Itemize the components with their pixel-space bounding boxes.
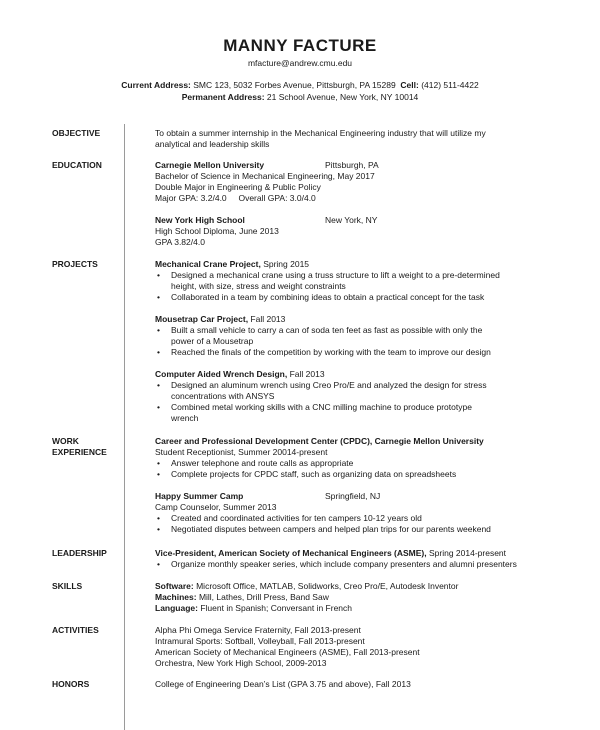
school-name: Carnegie Mellon University (155, 160, 265, 170)
degree-line: Bachelor of Science in Mechanical Engineering, May 2017 (155, 171, 375, 181)
skill-line (155, 592, 329, 603)
job-role: Student Receptionist, Summer 20014-present (155, 447, 328, 457)
project-heading (155, 259, 309, 270)
school-name: New York High School (155, 215, 245, 225)
project-heading (155, 314, 285, 325)
section-divider-line (124, 124, 125, 730)
bullet-text: Negotiated disputes between campers and helped plan trips for our parents weekend (171, 524, 491, 534)
section-projects: PROJECTS (52, 259, 98, 269)
bullet-text: Collaborated in a team by combining ideas to obtain a practical concept for the task (171, 292, 485, 302)
bullet-text: height, with size, stress and weight constraints (171, 281, 346, 291)
activity-line: Intramural Sports: Softball, Volleyball, Fall 2013-present (155, 636, 365, 646)
bullet-icon: • (157, 458, 160, 468)
bullet-text: Designed an aluminum wrench using Creo Pro/E and analyzed the design for stress (171, 380, 487, 390)
section-education: EDUCATION (52, 160, 102, 170)
resume-name: MANNY FACTURE (223, 36, 377, 55)
section-leadership: LEADERSHIP (52, 548, 107, 558)
current-address-value: SMC 123, 5032 Forbes Avenue, Pittsburgh, PA 15289 (193, 80, 396, 90)
skill-label: Software: (155, 581, 194, 591)
bullet-text: Answer telephone and route calls as appropriate (171, 458, 354, 468)
skill-line (155, 603, 352, 614)
activity-line: Orchestra, New York High School, 2009-2013 (155, 658, 327, 668)
permanent-address-line (0, 92, 600, 102)
gpa-line: GPA 3.82/4.0 (155, 237, 205, 247)
bullet-text: concentrations with ANSYS (171, 391, 275, 401)
bullet-icon: • (157, 469, 160, 479)
bullet-icon: • (157, 347, 160, 357)
section-honors: HONORS (52, 679, 90, 689)
bullet-icon: • (157, 270, 160, 280)
skill-label: Language: (155, 603, 198, 613)
bullet-text: Reached the finals of the competition by working with the team to improve our design (171, 347, 491, 357)
bullet-icon: • (157, 380, 160, 390)
bullet-text: Created and coordinated activities for ten campers 10-12 years old (171, 513, 422, 523)
employer-location: Springfield, NJ (325, 491, 381, 501)
bullet-icon: • (157, 559, 160, 569)
project-date: Spring 2015 (260, 259, 310, 269)
bullet-icon: • (157, 292, 160, 302)
project-date: Fall 2013 (287, 369, 325, 379)
current-address-label: Current Address: (121, 80, 191, 90)
project-date: Fall 2013 (248, 314, 286, 324)
section-work: WORK (52, 436, 79, 446)
bullet-text: wrench (171, 413, 199, 423)
bullet-text: Designed a mechanical crane using a truss structure to lift a weight to a pre-determined (171, 270, 500, 280)
bullet-text: Complete projects for CPDC staff, such as organizing data on spreadsheets (171, 469, 457, 479)
project-heading (155, 369, 325, 380)
section-skills: SKILLS (52, 581, 83, 591)
skill-value: Mill, Lathes, Drill Press, Band Saw (196, 592, 329, 602)
permanent-address-value: 21 School Avenue, New York, NY 10014 (266, 92, 419, 102)
objective-line: To obtain a summer internship in the Mechanical Engineering industry that will utilize my (155, 128, 486, 138)
leadership-title: Vice-President, American Society of Mechanical Engineers (ASME), (155, 548, 427, 558)
school-location: New York, NY (325, 215, 378, 225)
permanent-address-label: Permanent Address: (181, 92, 265, 102)
section-activities: ACTIVITIES (52, 625, 99, 635)
school-location: Pittsburgh, PA (325, 160, 379, 170)
skill-value: Microsoft Office, MATLAB, Solidworks, Creo Pro/E, Autodesk Inventor (193, 581, 459, 591)
job-role: Camp Counselor, Summer 2013 (155, 502, 277, 512)
current-address-line (0, 80, 600, 90)
email (0, 58, 600, 68)
cell-label: Cell: (400, 80, 419, 90)
bullet-text: power of a Mousetrap (171, 336, 254, 346)
employer-name: Career and Professional Development Center (CPDC), Carnegie Mellon University (155, 436, 484, 446)
bullet-text: Organize monthly speaker series, which include company presenters and alumni presenters (171, 559, 517, 569)
project-title: Mechanical Crane Project, (155, 259, 261, 269)
skill-label: Machines: (155, 592, 197, 602)
cell-value: (412) 511-4422 (421, 80, 479, 90)
honor-line: College of Engineering Dean’s List (GPA 3.75 and above), Fall 2013 (155, 679, 411, 689)
employer-name: Happy Summer Camp (155, 491, 244, 501)
section-objective: OBJECTIVE (52, 128, 101, 138)
skill-line (155, 581, 458, 592)
bullet-icon: • (157, 325, 160, 335)
objective-line: analytical and leadership skills (155, 139, 270, 149)
bullet-icon: • (157, 513, 160, 523)
activity-line: American Society of Mechanical Engineers (ASME), Fall 2013-present (155, 647, 420, 657)
leadership-heading (155, 548, 506, 559)
degree-line: High School Diploma, June 2013 (155, 226, 279, 236)
bullet-icon: • (157, 402, 160, 412)
section-experience: EXPERIENCE (52, 447, 107, 457)
project-title: Computer Aided Wrench Design, (155, 369, 288, 379)
major-line: Double Major in Engineering & Public Policy (155, 182, 321, 192)
gpa-line: Major GPA: 3.2/4.0 Overall GPA: 3.0/4.0 (155, 193, 316, 203)
bullet-text: Combined metal working skills with a CNC milling machine to produce prototype (171, 402, 472, 412)
bullet-text: Built a small vehicle to carry a can of soda ten feet as fast as possible with only the (171, 325, 483, 335)
email-text[interactable]: mfacture@andrew.cmu.edu (247, 58, 353, 68)
project-title: Mousetrap Car Project, (155, 314, 249, 324)
skill-value: Fluent in Spanish; Conversant in French (197, 603, 353, 613)
activity-line: Alpha Phi Omega Service Fraternity, Fall 2013-present (155, 625, 361, 635)
leadership-date: Spring 2014-present (426, 548, 507, 558)
bullet-icon: • (157, 524, 160, 534)
